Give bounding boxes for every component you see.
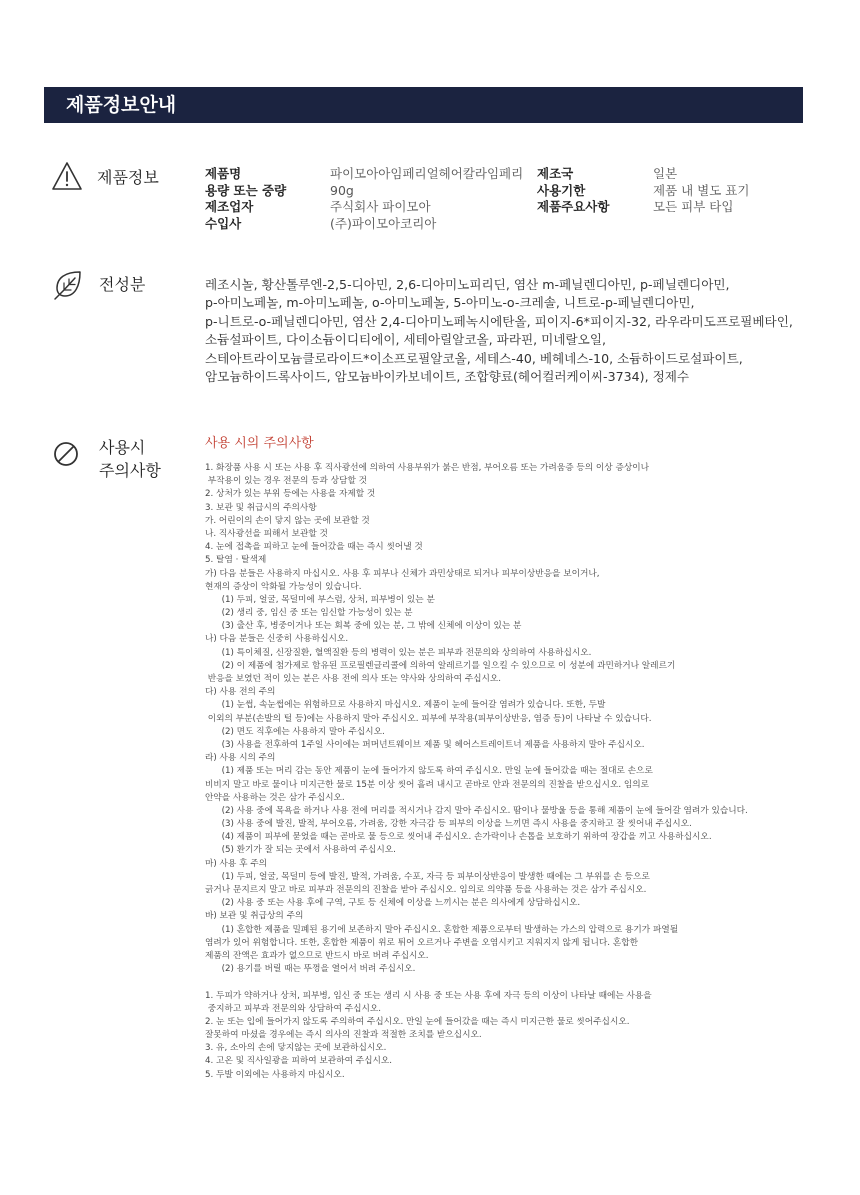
ingredients-line: 소듐설파이트, 다이소듐이디티에이, 세테아릴알코올, 파라핀, 미네랄오일,	[205, 332, 606, 348]
label-manufacturer: 제조업자	[205, 199, 254, 214]
caution-line: (1) 두피, 얼굴, 목덜미에 부스럼, 상처, 피부병이 있는 분	[205, 594, 435, 605]
caution-line: 부작용이 있는 경우 전문의 등과 상담할 것	[205, 476, 367, 487]
caution-line: (2) 사용 중 또는 사용 후에 구역, 구토 등 신체에 이상을 느끼시는 분은 의사에게 상담하십시오.	[205, 898, 581, 909]
product-info-left-labels	[205, 166, 286, 232]
leaf-icon	[51, 268, 85, 302]
caution-line: (3) 출산 후, 병중이거나 또는 회복 중에 있는 분, 그 밖에 신체에 이상이 있는 분	[205, 621, 522, 632]
caution-line: 가) 다음 분들은 사용하지 마십시오. 사용 후 피부나 신체가 과민상태로 되거나 피부이상반응을 보이거나,	[205, 568, 600, 579]
caution-line: (2) 면도 직후에는 사용하지 말아 주십시오.	[205, 726, 385, 737]
caution-line: 마) 사용 후 주의	[205, 858, 268, 869]
caution-line: 5. 두발 이외에는 사용하지 마십시오.	[205, 1069, 345, 1080]
caution-line: (1) 눈썹, 속눈썹에는 위험하므로 사용하지 마십시오. 제품이 눈에 들어갈 염려가 있습니다. 또한, 두발	[205, 700, 606, 711]
ingredients-list	[205, 276, 805, 386]
page-title: 제품정보안내	[66, 94, 177, 116]
caution-line: (1) 혼합한 제품을 밀폐된 용기에 보존하지 말아 주십시오. 혼합한 제품으로부터 발생하는 가스의 압력으로 용기가 파열될	[205, 924, 679, 935]
caution-title-line1: 사용시	[99, 438, 146, 457]
caution-line: 1. 두피가 약하거나 상처, 피부병, 임신 중 또는 생리 시 사용 중 또는 사용 후에 자극 등의 이상이 나타날 때에는 사용을	[205, 990, 652, 1001]
value-capacity: 90g	[330, 182, 354, 198]
caution-line: 안약을 사용하는 것은 삼가 주십시오.	[205, 792, 345, 803]
caution-line: (3) 사용을 전후하여 1주일 사이에는 퍼머넌트웨이브 제품 및 헤어스트레이트너 제품을 사용하지 말아 주십시오.	[205, 739, 645, 750]
caution-line: 라) 사용 시의 주의	[205, 753, 276, 764]
caution-line: (1) 제품 또는 머리 감는 동안 제품이 눈에 들어가지 않도록 하여 주십시오. 만일 눈에 들어갔을 때는 절대로 손으로	[205, 766, 653, 777]
caution-line: 5. 탈염 · 탈색제	[205, 555, 267, 566]
ingredients-title: 전성분	[99, 275, 146, 294]
caution-line: 2. 상처가 있는 부위 등에는 사용을 자제할 것	[205, 489, 376, 500]
ingredients-line: p-아미노페놀, m-아미노페놀, o-아미노페놀, 5-아미노-o-크레솔, 니트로-p-페닐렌디아민,	[205, 295, 695, 311]
caution-line: 4. 눈에 접촉을 피하고 눈에 들어갔을 때는 즉시 씻어낼 것	[205, 542, 423, 553]
label-key-features: 제품주요사항	[537, 199, 610, 214]
caution-line: 다) 사용 전의 주의	[205, 687, 276, 698]
value-manufacturer: 주식회사 파이모아	[330, 199, 431, 214]
caution-line: 반응을 보였던 적이 있는 분은 사용 전에 의사 또는 약사와 상의하여 주십시오.	[205, 674, 502, 684]
caution-lines	[205, 462, 845, 1082]
label-product-name: 제품명	[205, 166, 242, 181]
value-expiry: 제품 내 별도 표기	[653, 182, 750, 198]
caution-title-line2: 주의사항	[99, 461, 161, 480]
caution-line: (2) 이 제품에 첨가제로 함유된 프로필렌글리콜에 의하여 알레르기를 일으킬 수 있으므로 이 성분에 과민하거나 알레르기	[205, 660, 676, 671]
caution-line: 제품의 잔액은 효과가 없으므로 반드시 바로 버려 주십시오.	[205, 950, 429, 961]
value-product-name: 파이모아아임페리얼헤어칼라임페리	[330, 166, 524, 181]
caution-line: (1) 특이체질, 신장질환, 혈액질환 등의 병력이 있는 분은 피부과 전문의와 상의하여 사용하십시오.	[205, 647, 592, 658]
prohibited-icon	[53, 441, 79, 467]
product-info-left-values	[330, 166, 523, 232]
ingredients-line: 스테아트라이모늄클로라이드*이소프로필알코올, 세테스-40, 베헤네스-10, 소듐하이드로설파이트,	[205, 350, 743, 366]
caution-line: (1) 두피, 얼굴, 목덜미 등에 발진, 발적, 가려움, 수포, 자극 등 피부이상반응이 발생한 때에는 그 부위를 손 등으로	[205, 871, 650, 882]
ingredients-line: 레조시놀, 황산톨루엔-2,5-디아민, 2,6-디아미노피리딘, 염산 m-페닐렌디아민, p-페닐렌디아민,	[205, 277, 730, 292]
value-importer: (주)파이모아코리아	[330, 215, 437, 231]
ingredients-line: 암모늄하이드록사이드, 암모늄바이카보네이트, 조합향료(헤어컬러케이씨-3734), 정제수	[205, 368, 690, 384]
caution-line: 바) 보관 및 취급상의 주의	[205, 911, 304, 922]
ingredients-line: p-니트로-o-페닐렌디아민, 염산 2,4-디아미노페녹시에탄올, 피이지-6*피이지-32, 라우라미도프로필베타인,	[205, 313, 793, 329]
product-info-right-values	[653, 166, 749, 216]
caution-line: 2. 눈 또는 입에 들어가지 않도록 주의하여 주십시오. 만일 눈에 들어갔을 때는 즉시 미지근한 물로 씻어주십시오.	[205, 1016, 630, 1027]
caution-line: 3. 보관 및 취급시의 주의사항	[205, 502, 317, 513]
caution-line: 4. 고온 및 직사일광을 피하여 보관하여 주십시오.	[205, 1056, 393, 1067]
page-banner	[44, 87, 803, 123]
product-info-right-labels	[537, 166, 609, 216]
caution-line	[205, 976, 845, 989]
product-info-title: 제품정보	[97, 168, 159, 187]
caution-title	[99, 436, 161, 482]
caution-line: 염려가 있어 위험합니다. 또한, 혼합한 제품이 위로 튀어 오르거나 주변을 오염시키고 지워지지 않게 됩니다. 혼합한	[205, 937, 638, 948]
caution-line: (3) 사용 중에 발진, 발적, 부어오름, 가려움, 강한 자극감 등 피부의 이상을 느끼면 즉시 사용을 중지하고 잘 씻어내 주십시오.	[205, 819, 692, 830]
caution-line: 1. 화장품 사용 시 또는 사용 후 직사광선에 의하여 사용부위가 붉은 반점, 부어오름 또는 가려움증 등의 이상 증상이나	[205, 463, 650, 473]
label-expiry: 사용기한	[537, 182, 586, 198]
label-capacity: 용량 또는 중량	[205, 182, 287, 198]
caution-line: (4) 제품이 피부에 묻었을 때는 곧바로 물 등으로 씻어내 주십시오. 손가락이나 손톱을 보호하기 위하여 장갑을 끼고 사용하십시오.	[205, 832, 712, 843]
caution-line: (2) 생리 중, 임신 중 또는 임신할 가능성이 있는 분	[205, 608, 413, 619]
caution-line: 나) 다음 분들은 신중히 사용하십시오.	[205, 634, 349, 645]
value-key-features: 모든 피부 타입	[653, 199, 734, 214]
caution-line: 긁거나 문지르지 말고 바로 피부과 전문의의 진찰을 받아 주십시오. 임의로 의약품 등을 사용하는 것은 삼가 주십시오.	[205, 885, 647, 895]
caution-heading: 사용 시의 주의사항	[205, 436, 314, 451]
caution-line: 3. 유, 소아의 손에 닿지않는 곳에 보관하십시오.	[205, 1043, 387, 1054]
caution-line: 잘못하여 마셨을 경우에는 즉시 의사의 진찰과 적절한 조치를 받으십시오.	[205, 1030, 482, 1041]
value-country: 일본	[653, 166, 678, 181]
caution-line: 이외의 부분(손발의 털 등)에는 사용하지 말아 주십시오. 피부에 부작용(피부이상반응, 염증 등)이 나타날 수 있습니다.	[205, 713, 652, 724]
caution-line: 중지하고 피부과 전문의와 상담하여 주십시오.	[205, 1003, 382, 1014]
caution-line: 현재의 증상이 악화될 가능성이 있습니다.	[205, 581, 362, 592]
label-importer: 수입사	[205, 215, 242, 231]
caution-line: (5) 환기가 잘 되는 곳에서 사용하여 주십시오.	[205, 845, 396, 856]
caution-line: 가. 어린이의 손이 닿지 않는 곳에 보관할 것	[205, 515, 370, 526]
caution-line: 비비지 말고 바로 물이나 미지근한 물로 15분 이상 씻어 흘려 내시고 곧바로 안과 전문의의 진찰을 받으십시오. 임의로	[205, 779, 650, 790]
caution-line: (2) 사용 중에 목욕을 하거나 사용 전에 머리를 적시거나 감지 말아 주십시오. 땀이나 물방울 등을 통해 제품이 눈에 들어갈 염려가 있습니다.	[205, 805, 748, 816]
caution-line: (2) 용기를 버릴 때는 뚜껑을 열어서 버려 주십시오.	[205, 964, 416, 975]
label-country: 제조국	[537, 166, 574, 181]
warning-icon	[50, 160, 84, 192]
caution-line: 나. 직사광선을 피해서 보관할 것	[205, 528, 328, 539]
